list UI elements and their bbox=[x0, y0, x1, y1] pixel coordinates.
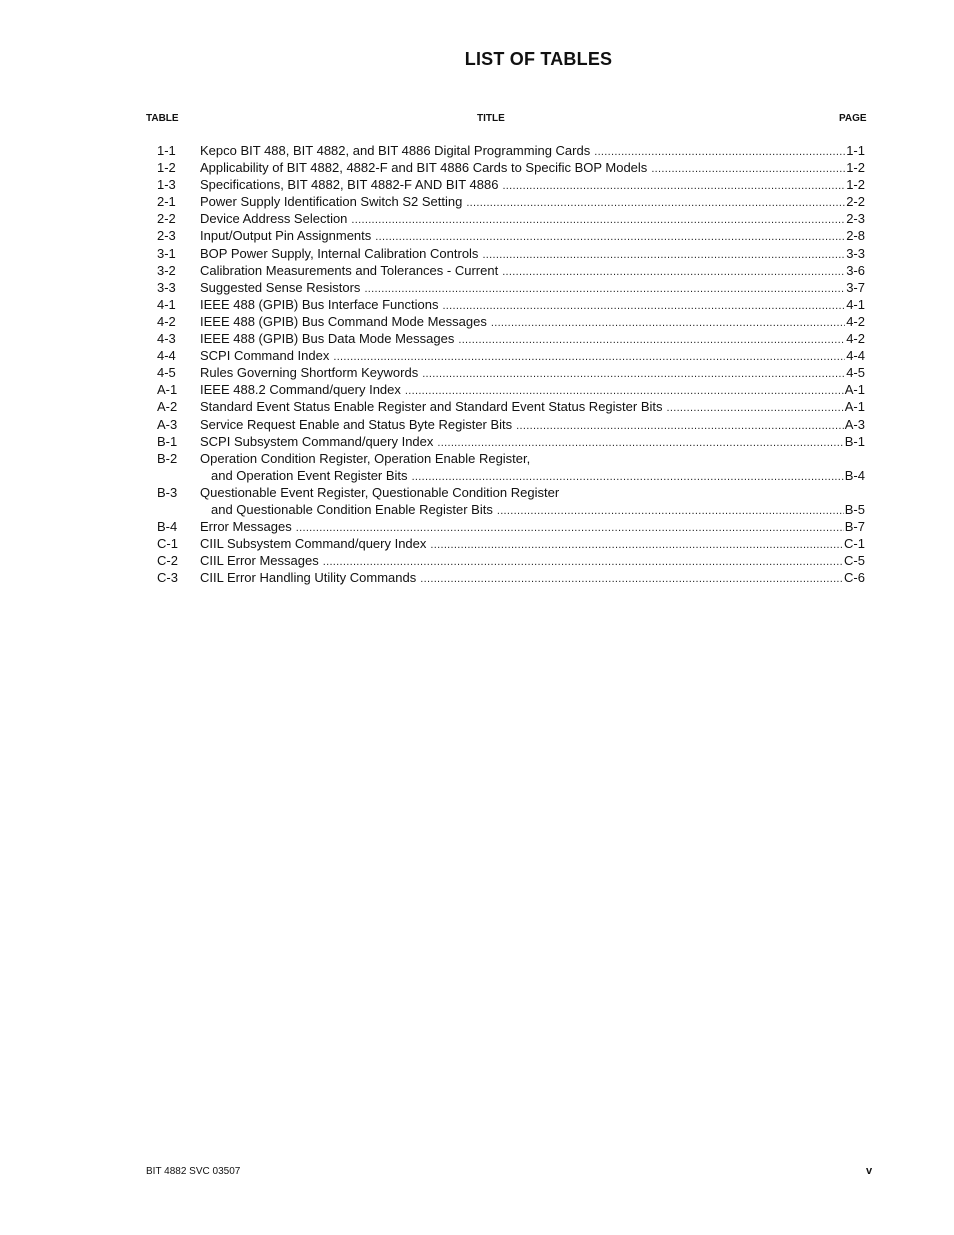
table-list-entry[interactable] bbox=[0, 330, 954, 347]
table-number: B-4 bbox=[157, 519, 178, 535]
table-number: 4-3 bbox=[157, 331, 176, 347]
table-title: CIIL Error Messages bbox=[200, 553, 319, 569]
table-number: C-2 bbox=[157, 553, 178, 569]
column-header-page: PAGE bbox=[839, 113, 867, 124]
table-number: 4-2 bbox=[157, 313, 176, 329]
table-list-entry[interactable] bbox=[0, 210, 954, 227]
table-page-number: 3-3 bbox=[846, 245, 865, 261]
table-page-number: C-5 bbox=[844, 553, 865, 569]
table-number: 3-3 bbox=[157, 279, 176, 295]
footer-page-number: v bbox=[866, 1165, 873, 1177]
table-list-entry[interactable] bbox=[0, 398, 954, 415]
table-page-number: A-3 bbox=[844, 416, 865, 432]
table-number: B-1 bbox=[157, 433, 178, 449]
table-list-entry[interactable] bbox=[0, 347, 954, 364]
table-page-number: 2-3 bbox=[846, 211, 865, 227]
table-list-entry[interactable] bbox=[0, 176, 954, 193]
table-title: BOP Power Supply, Internal Calibration Controls bbox=[200, 245, 479, 261]
table-list-entry[interactable] bbox=[0, 552, 954, 569]
table-list-entry[interactable] bbox=[0, 484, 954, 518]
table-number: C-1 bbox=[157, 536, 178, 552]
table-list-entry[interactable] bbox=[0, 433, 954, 450]
table-number: C-3 bbox=[157, 570, 178, 586]
table-number: A-2 bbox=[157, 399, 178, 415]
table-list-entry[interactable] bbox=[0, 569, 954, 586]
table-title: Applicability of BIT 4882, 4882-F and BIT 4886 Cards to Specific BOP Models bbox=[200, 160, 648, 176]
table-number: 4-5 bbox=[157, 365, 176, 381]
table-title: IEEE 488 (GPIB) Bus Data Mode Messages bbox=[200, 331, 455, 347]
table-number: 1-1 bbox=[157, 143, 176, 158]
table-title: Input/Output Pin Assignments bbox=[200, 228, 372, 244]
table-page-number: 4-2 bbox=[846, 313, 865, 329]
table-list-entry[interactable] bbox=[0, 416, 954, 433]
table-page-number: B-4 bbox=[844, 467, 865, 483]
table-page-number: 1-2 bbox=[846, 177, 865, 193]
table-title-leader-line bbox=[200, 569, 865, 588]
table-number: A-3 bbox=[157, 416, 178, 432]
table-page-number: 4-1 bbox=[846, 296, 865, 312]
table-page-number: 4-2 bbox=[846, 331, 865, 347]
table-list bbox=[0, 142, 954, 586]
table-page-number: 1-2 bbox=[846, 160, 865, 176]
table-number: 3-1 bbox=[157, 245, 176, 261]
table-number: B-2 bbox=[157, 450, 178, 466]
table-title: IEEE 488 (GPIB) Bus Command Mode Messages bbox=[200, 313, 487, 329]
table-page-number: B-5 bbox=[844, 501, 865, 517]
table-title: CIIL Subsystem Command/query Index bbox=[200, 536, 427, 552]
table-title: Device Address Selection bbox=[200, 211, 348, 227]
table-number: 4-1 bbox=[157, 296, 176, 312]
table-number: 1-3 bbox=[157, 177, 176, 193]
table-number: 2-2 bbox=[157, 211, 176, 227]
table-title: Standard Event Status Enable Register and Standard Event Status Register Bits bbox=[200, 399, 663, 415]
table-number: 3-2 bbox=[157, 262, 176, 278]
table-list-entry[interactable] bbox=[0, 262, 954, 279]
table-title: Specifications, BIT 4882, BIT 4882-F AND BIT 4886 bbox=[200, 177, 499, 193]
column-header-title: TITLE bbox=[477, 113, 505, 124]
table-page-number: 2-8 bbox=[846, 228, 865, 244]
table-title-line: Operation Condition Register, Operation Enable Register, bbox=[200, 450, 531, 466]
dot-leader bbox=[420, 571, 843, 588]
table-title: Kepco BIT 488, BIT 4882, and BIT 4886 Digital Programming Cards bbox=[200, 143, 591, 158]
table-page-number: 4-4 bbox=[846, 348, 865, 364]
table-title: Service Request Enable and Status Byte Register Bits bbox=[200, 416, 513, 432]
table-page-number: C-6 bbox=[844, 570, 865, 586]
table-number: B-3 bbox=[157, 484, 178, 500]
page-title: LIST OF TABLES bbox=[464, 49, 613, 69]
table-page-number: A-1 bbox=[844, 382, 865, 398]
table-page-number: 2-2 bbox=[846, 194, 865, 210]
table-page-number: 3-6 bbox=[846, 262, 865, 278]
table-title: Power Supply Identification Switch S2 Setting bbox=[200, 194, 463, 210]
table-list-entry[interactable] bbox=[0, 227, 954, 244]
table-number: 2-1 bbox=[157, 194, 176, 210]
table-page-number: 4-5 bbox=[846, 365, 865, 381]
table-title: SCPI Command Index bbox=[200, 348, 330, 364]
table-page-number: B-1 bbox=[844, 433, 865, 449]
table-number: 1-2 bbox=[157, 160, 176, 176]
column-header-table: TABLE bbox=[146, 113, 179, 124]
footer-document-id: BIT 4882 SVC 03507 bbox=[146, 1166, 241, 1177]
table-title: Rules Governing Shortform Keywords bbox=[200, 365, 419, 381]
table-list-entry[interactable] bbox=[0, 364, 954, 381]
table-page-number: 3-7 bbox=[846, 279, 865, 295]
table-title: Calibration Measurements and Tolerances - Current bbox=[200, 262, 499, 278]
table-list-entry[interactable] bbox=[0, 159, 954, 176]
table-title: and Questionable Condition Enable Register Bits bbox=[211, 501, 493, 517]
table-list-entry[interactable] bbox=[0, 450, 954, 484]
table-list-entry[interactable] bbox=[0, 279, 954, 296]
table-list-entry[interactable] bbox=[0, 245, 954, 262]
table-title: IEEE 488 (GPIB) Bus Interface Functions bbox=[200, 296, 439, 312]
table-list-entry[interactable] bbox=[0, 535, 954, 552]
table-page-number: B-7 bbox=[844, 519, 865, 535]
table-title: Suggested Sense Resistors bbox=[200, 279, 361, 295]
table-page-number: A-1 bbox=[844, 399, 865, 415]
table-title-line: Questionable Event Register, Questionable Condition Register bbox=[200, 484, 560, 500]
table-number: A-1 bbox=[157, 382, 178, 398]
table-number: 2-3 bbox=[157, 228, 176, 244]
table-title: and Operation Event Register Bits bbox=[211, 467, 408, 483]
table-list-entry[interactable] bbox=[0, 193, 954, 210]
table-list-entry[interactable] bbox=[0, 296, 954, 313]
table-page-number: 1-1 bbox=[846, 143, 865, 158]
column-headers bbox=[0, 113, 954, 127]
table-title: Error Messages bbox=[200, 519, 292, 535]
table-title: CIIL Error Handling Utility Commands bbox=[200, 570, 417, 586]
table-list-entry[interactable] bbox=[0, 381, 954, 398]
table-number: 4-4 bbox=[157, 348, 176, 364]
table-title: IEEE 488.2 Command/query Index bbox=[200, 382, 401, 398]
table-title: SCPI Subsystem Command/query Index bbox=[200, 433, 434, 449]
table-list-entry[interactable] bbox=[0, 518, 954, 535]
table-page-number: C-1 bbox=[844, 536, 865, 552]
table-list-entry[interactable] bbox=[0, 142, 954, 159]
table-list-entry[interactable] bbox=[0, 313, 954, 330]
